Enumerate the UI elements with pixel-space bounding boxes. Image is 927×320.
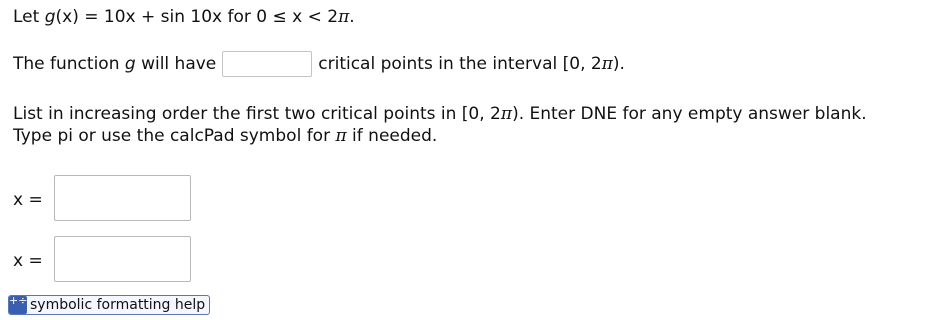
question-prefix: The function bbox=[13, 54, 125, 74]
pi-symbol: π bbox=[338, 7, 350, 27]
x2-label: x = bbox=[13, 251, 43, 271]
critical-count-question bbox=[13, 51, 625, 77]
instructions-line-1 bbox=[13, 104, 867, 124]
period: . bbox=[349, 7, 355, 27]
instructions-text: List in increasing order the first two critical points in [0, 2 bbox=[13, 104, 501, 124]
pi-symbol: π bbox=[601, 54, 613, 74]
help-label: symbolic formatting help bbox=[30, 297, 206, 313]
problem-statement bbox=[13, 7, 355, 27]
question-suffix: critical points in the interval [0, 2 bbox=[318, 54, 602, 74]
x1-answer-input[interactable] bbox=[54, 175, 191, 221]
calcpad-icon: +÷ bbox=[9, 296, 27, 314]
instructions-text-2: if needed. bbox=[346, 126, 438, 146]
instructions-line-2 bbox=[13, 126, 437, 146]
instructions-text: Type pi or use the calcPad symbol for bbox=[13, 126, 336, 146]
pi-symbol: π bbox=[500, 104, 513, 124]
let-text: Let bbox=[13, 7, 45, 27]
g-symbol: g bbox=[44, 7, 56, 27]
instructions-text-2: ). Enter DNE for any empty answer blank. bbox=[512, 104, 867, 124]
x2-answer-input[interactable] bbox=[54, 236, 191, 282]
symbolic-formatting-help-button[interactable] bbox=[8, 295, 210, 315]
x1-label: x = bbox=[13, 190, 43, 210]
critical-count-input[interactable] bbox=[222, 51, 312, 77]
function-definition: (x) = 10x + sin 10x for 0 ≤ x < 2 bbox=[55, 7, 339, 27]
pi-symbol: π bbox=[335, 126, 347, 146]
question-end: ). bbox=[612, 54, 625, 74]
question-mid: will have bbox=[135, 54, 217, 74]
g-symbol: g bbox=[124, 54, 136, 74]
